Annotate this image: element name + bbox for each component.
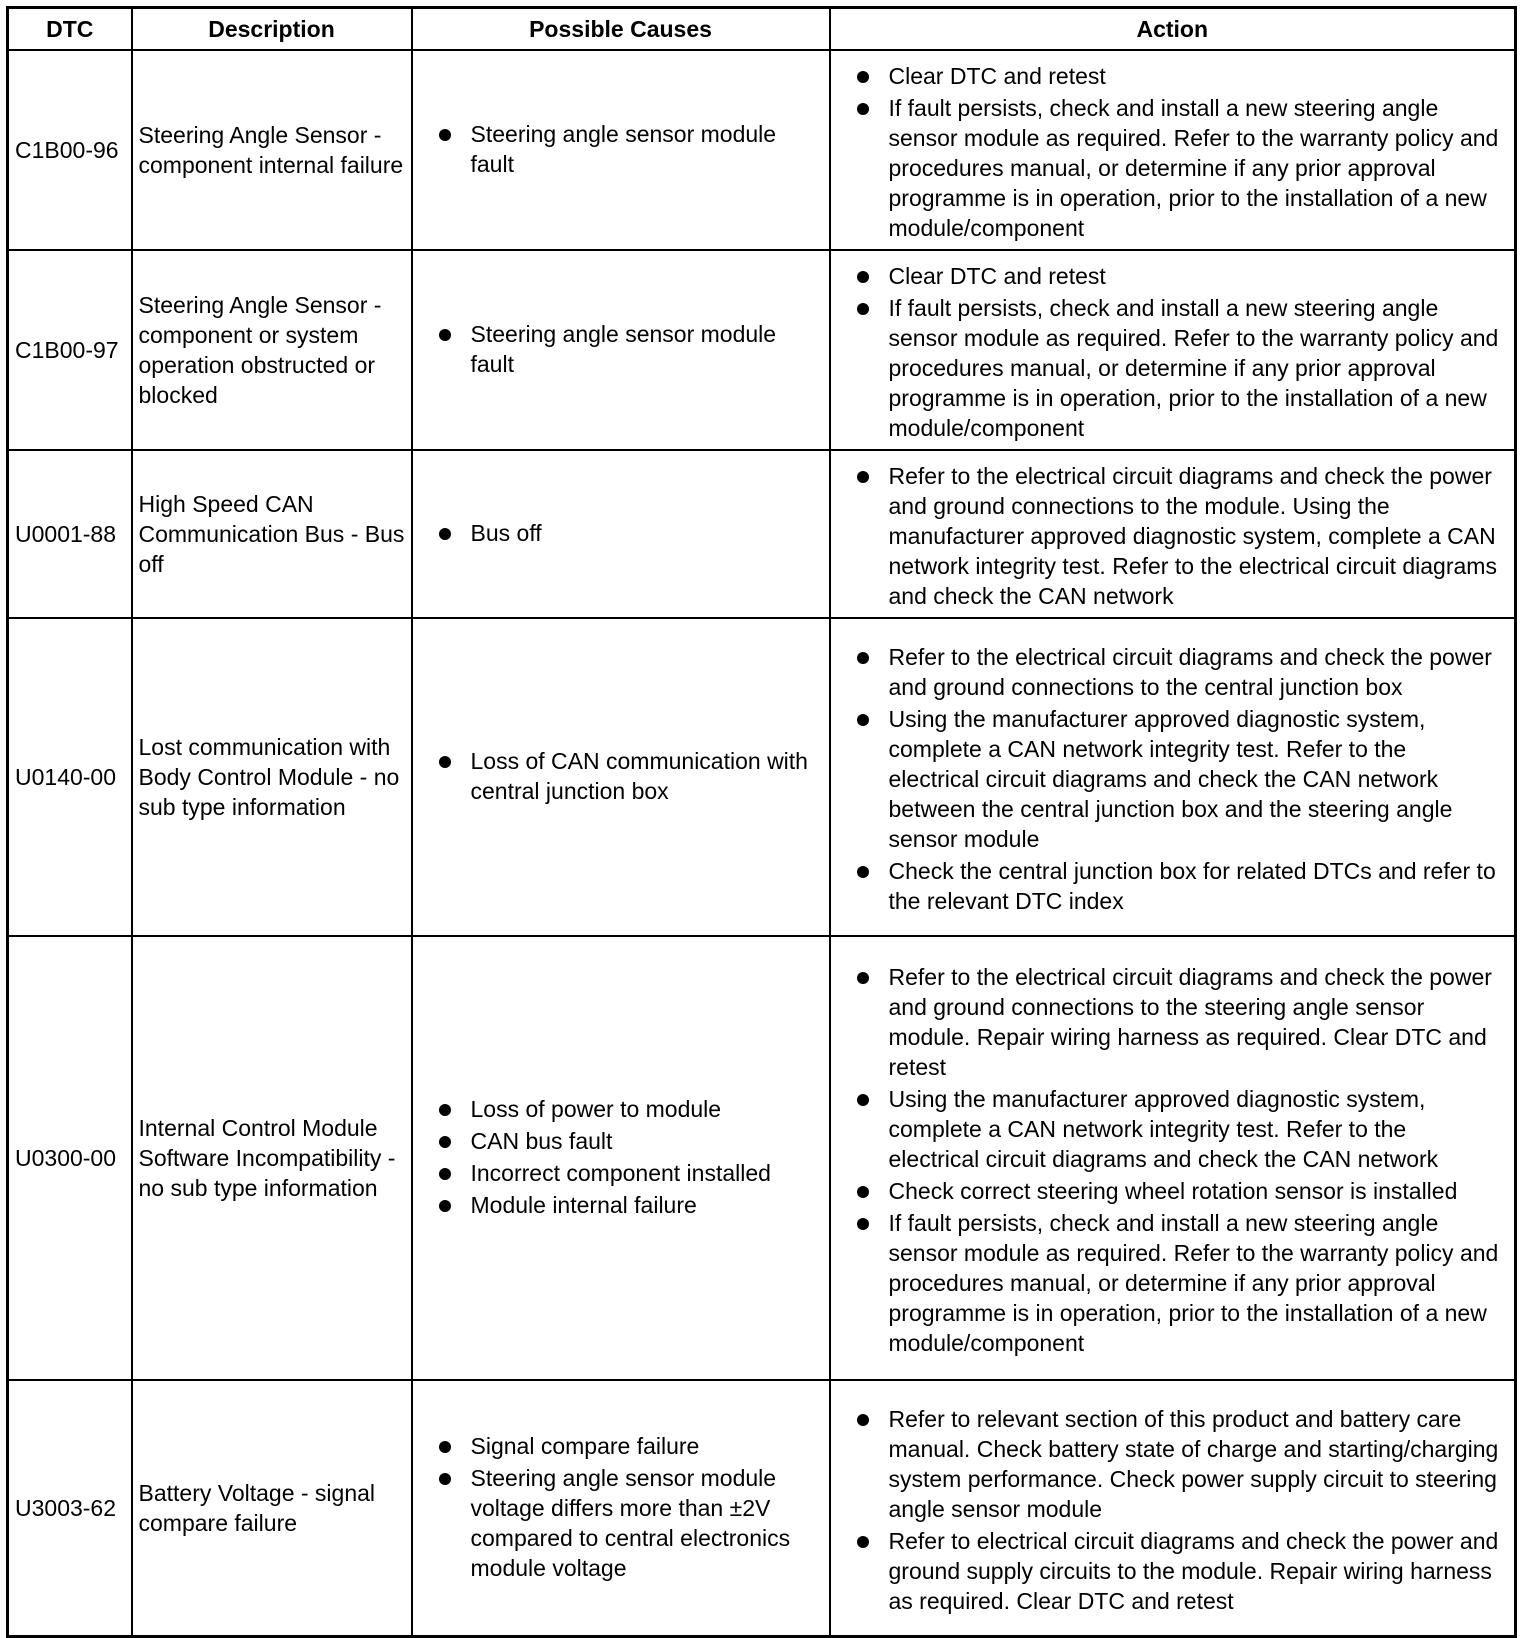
action-list <box>855 962 1503 1358</box>
possible-causes-list <box>437 1431 819 1583</box>
possible-causes-cell <box>412 936 830 1380</box>
dtc-code: U0300-00 <box>8 936 132 1380</box>
action-item: Using the manufacturer approved diagnostic system, complete a CAN network integrity test. Refer to the electrical circuit diagrams and check the CAN network between the central junction box and the steering angle sensor module <box>855 704 1503 854</box>
header-possible-causes: Possible Causes <box>412 8 830 51</box>
possible-causes-list <box>437 119 819 179</box>
action-item: Refer to electrical circuit diagrams and check the power and ground supply circuits to the module. Repair wiring harness as required. Clear DTC and retest <box>855 1526 1503 1616</box>
table-row <box>8 1380 1516 1636</box>
possible-causes-cell <box>412 450 830 618</box>
possible-causes-list <box>437 319 819 379</box>
cause-item: Steering angle sensor module fault <box>437 319 819 379</box>
possible-causes-list <box>437 518 819 548</box>
header-description: Description <box>132 8 412 51</box>
action-item: Refer to relevant section of this product and battery care manual. Check battery state of charge and starting/charging system performance. Check power supply circuit to steering angle sensor module <box>855 1404 1503 1524</box>
cause-item: Bus off <box>437 518 819 548</box>
action-list <box>855 461 1503 611</box>
dtc-code: C1B00-97 <box>8 250 132 450</box>
dtc-description: Internal Control Module Software Incompatibility - no sub type information <box>132 936 412 1380</box>
action-cell <box>830 618 1516 936</box>
table-body <box>8 50 1516 1636</box>
possible-causes-list <box>437 1094 819 1220</box>
cause-item: Steering angle sensor module voltage differs more than ±2V compared to central electronics module voltage <box>437 1463 819 1583</box>
action-cell <box>830 936 1516 1380</box>
action-cell <box>830 1380 1516 1636</box>
table-row <box>8 618 1516 936</box>
dtc-description: Battery Voltage - signal compare failure <box>132 1380 412 1636</box>
dtc-code: U0140-00 <box>8 618 132 936</box>
table-row <box>8 936 1516 1380</box>
action-item: If fault persists, check and install a new steering angle sensor module as required. Refer to the warranty policy and procedures manual, or determine if any prior approval programme is in operation, prior to the installation of a new module/component <box>855 293 1503 443</box>
dtc-description: Steering Angle Sensor - component or system operation obstructed or blocked <box>132 250 412 450</box>
action-item: If fault persists, check and install a new steering angle sensor module as required. Refer to the warranty policy and procedures manual, or determine if any prior approval programme is in operation, prior to the installation of a new module/component <box>855 93 1503 243</box>
dtc-table <box>6 6 1517 1638</box>
cause-item: CAN bus fault <box>437 1126 819 1156</box>
table-row <box>8 50 1516 250</box>
action-cell <box>830 450 1516 618</box>
action-item: Refer to the electrical circuit diagrams and check the power and ground connections to the steering angle sensor module. Repair wiring harness as required. Clear DTC and retest <box>855 962 1503 1082</box>
cause-item: Signal compare failure <box>437 1431 819 1461</box>
action-item: Check the central junction box for related DTCs and refer to the relevant DTC index <box>855 856 1503 916</box>
header-action: Action <box>830 8 1516 51</box>
action-list <box>855 1404 1503 1616</box>
table-row <box>8 450 1516 618</box>
header-row <box>8 8 1516 51</box>
action-item: If fault persists, check and install a new steering angle sensor module as required. Refer to the warranty policy and procedures manual, or determine if any prior approval programme is in operation, prior to the installation of a new module/component <box>855 1208 1503 1358</box>
action-item: Refer to the electrical circuit diagrams and check the power and ground connections to the module. Using the manufacturer approved diagnostic system, complete a CAN network integrity test. Refer to the electrical circuit diagrams and check the CAN network <box>855 461 1503 611</box>
action-list <box>855 261 1503 443</box>
dtc-code: C1B00-96 <box>8 50 132 250</box>
possible-causes-list <box>437 746 819 806</box>
dtc-description: High Speed CAN Communication Bus - Bus off <box>132 450 412 618</box>
action-item: Check correct steering wheel rotation sensor is installed <box>855 1176 1503 1206</box>
dtc-description: Steering Angle Sensor - component internal failure <box>132 50 412 250</box>
action-item: Refer to the electrical circuit diagrams and check the power and ground connections to the central junction box <box>855 642 1503 702</box>
header-dtc: DTC <box>8 8 132 51</box>
cause-item: Steering angle sensor module fault <box>437 119 819 179</box>
action-list <box>855 642 1503 916</box>
table-row <box>8 250 1516 450</box>
cause-item: Module internal failure <box>437 1190 819 1220</box>
action-list <box>855 61 1503 243</box>
action-item: Using the manufacturer approved diagnostic system, complete a CAN network integrity test. Refer to the electrical circuit diagrams and check the CAN network <box>855 1084 1503 1174</box>
cause-item: Loss of CAN communication with central junction box <box>437 746 819 806</box>
action-cell <box>830 50 1516 250</box>
cause-item: Incorrect component installed <box>437 1158 819 1188</box>
dtc-description: Lost communication with Body Control Module - no sub type information <box>132 618 412 936</box>
possible-causes-cell <box>412 618 830 936</box>
action-item: Clear DTC and retest <box>855 261 1503 291</box>
possible-causes-cell <box>412 1380 830 1636</box>
dtc-code: U3003-62 <box>8 1380 132 1636</box>
possible-causes-cell <box>412 250 830 450</box>
possible-causes-cell <box>412 50 830 250</box>
cause-item: Loss of power to module <box>437 1094 819 1124</box>
dtc-code: U0001-88 <box>8 450 132 618</box>
action-cell <box>830 250 1516 450</box>
action-item: Clear DTC and retest <box>855 61 1503 91</box>
